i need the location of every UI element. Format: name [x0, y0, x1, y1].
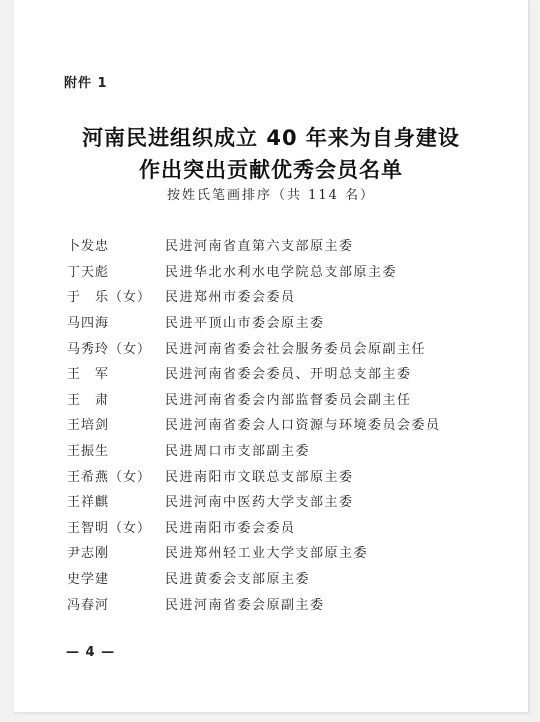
member-role: 民进河南省委会社会服务委员会原副主任: [165, 341, 427, 357]
member-name: 王培剑: [67, 418, 110, 434]
member-name: 王 肃: [67, 392, 110, 408]
list-item: [67, 565, 441, 591]
member-role: 民进南阳市委会委员: [165, 520, 296, 536]
member-role: 民进河南省委会人口资源与环境委员会委员: [165, 418, 441, 434]
list-item: [67, 590, 441, 616]
list-item: [67, 334, 441, 360]
member-name: 尹志刚: [67, 546, 110, 562]
document-title-line-2: 作出突出贡献优秀会员名单: [139, 158, 403, 182]
list-item: [67, 411, 441, 437]
member-name: 王智明（女）: [67, 520, 152, 536]
member-name: 马秀玲（女）: [67, 341, 152, 357]
member-role: 民进南阳市文联总支部原主委: [165, 469, 354, 485]
member-name: 王希燕（女）: [67, 469, 152, 485]
list-item: [67, 488, 441, 514]
list-item: [67, 386, 441, 412]
list-item: [67, 437, 441, 463]
list-item: [67, 258, 441, 284]
attachment-label: 附件 1: [64, 76, 108, 91]
member-name: 于 乐（女）: [67, 290, 152, 306]
document-title-line-1: 河南民进组织成立 40 年来为自身建设: [82, 126, 460, 150]
document-page: [14, 0, 529, 713]
member-role: 民进平顶山市委会原主委: [165, 316, 325, 332]
member-role: 民进河南省委会内部监督委员会副主任: [165, 392, 412, 408]
member-role: 民进郑州轻工业大学支部原主委: [165, 546, 369, 562]
member-role: 民进河南中医药大学支部主委: [165, 495, 354, 511]
list-item: [67, 309, 441, 335]
member-role: 民进周口市支部副主委: [165, 444, 311, 460]
member-list: [67, 232, 441, 616]
list-item: [67, 539, 441, 565]
member-name: 史学建: [67, 572, 110, 588]
member-role: 民进华北水利水电学院总支部原主委: [165, 264, 398, 280]
member-name: 丁天彪: [67, 264, 110, 280]
document-subtitle: 按姓氏笔画排序（共 114 名）: [166, 188, 376, 203]
page-number: — 4 —: [66, 645, 116, 660]
member-role: 民进河南省直第六支部原主委: [165, 239, 354, 255]
list-item: [67, 232, 441, 258]
list-item: [67, 462, 441, 488]
member-name: 马四海: [67, 316, 110, 332]
member-name: 王祥麒: [67, 495, 110, 511]
member-role: 民进河南省委会原副主委: [165, 597, 325, 613]
list-item: [67, 514, 441, 540]
list-item: [67, 283, 441, 309]
member-role: 民进黄委会支部原主委: [165, 572, 311, 588]
list-item: [67, 360, 441, 386]
member-name: 王 军: [67, 367, 110, 383]
member-role: 民进河南省委会委员、开明总支部主委: [165, 367, 412, 383]
member-role: 民进郑州市委会委员: [165, 290, 296, 306]
member-name: 冯春河: [67, 597, 110, 613]
member-name: 卜发忠: [67, 239, 110, 255]
member-name: 王振生: [67, 444, 110, 460]
